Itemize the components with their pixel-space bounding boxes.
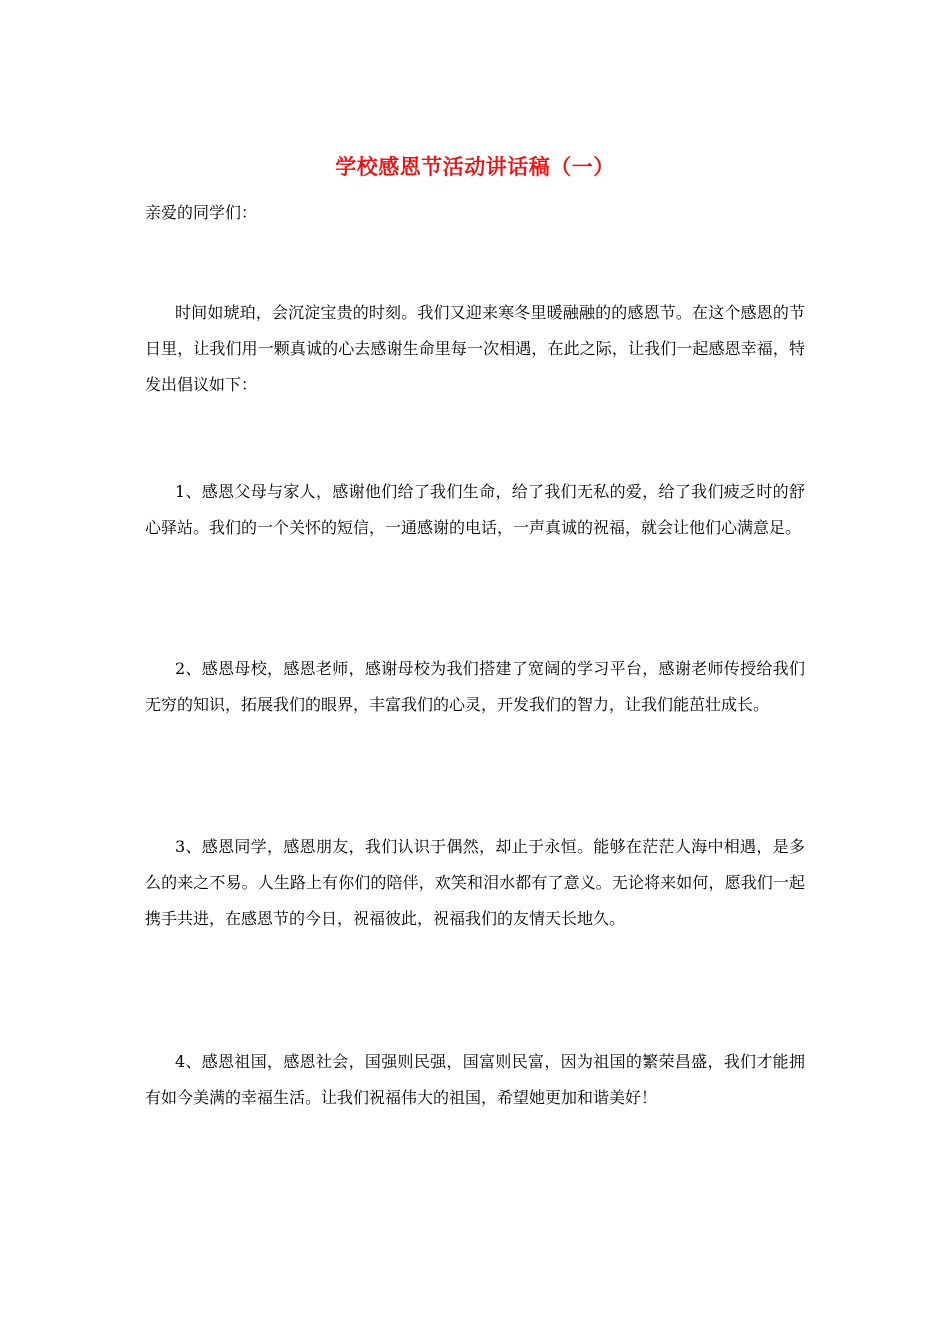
paragraph-item-1: 1、感恩父母与家人，感谢他们给了我们生命，给了我们无私的爱，给了我们疲乏时的舒心驿站。我们的一个关怀的短信，一通感谢的电话，一声真诚的祝福，就会让他们心满意足。 xyxy=(145,482,805,537)
paragraph-item-2: 2、感恩母校，感恩老师，感谢母校为我们搭建了宽阔的学习平台，感谢老师传授给我们无穷的知识，拓展我们的眼界，丰富我们的心灵，开发我们的智力，让我们能茁壮成长。 xyxy=(145,659,805,714)
paragraph-item-4: 4、感恩祖国，感恩社会，国强则民强，国富则民富，因为祖国的繁荣昌盛，我们才能拥有如今美满的幸福生活。让我们祝福伟大的祖国，希望她更加和谐美好！ xyxy=(145,1052,805,1107)
paragraph-item-3: 3、感恩同学，感恩朋友，我们认识于偶然，却止于永恒。能够在茫茫人海中相遇，是多么的来之不易。人生路上有你们的陪伴，欢笑和泪水都有了意义。无论将来如何，愿我们一起携手共进，在感恩节的今日，祝福彼此，祝福我们的友情天长地久。 xyxy=(145,837,805,928)
salutation: 亲爱的同学们： xyxy=(145,203,258,222)
intro-paragraph: 时间如琥珀，会沉淀宝贵的时刻。我们又迎来寒冬里暖融融的的感恩节。在这个感恩的节日里，让我们用一颗真诚的心去感谢生命里每一次相遇，在此之际，让我们一起感恩幸福，特发出倡议如下： xyxy=(145,303,805,394)
document-title: 学校感恩节活动讲话稿（一） xyxy=(335,154,615,179)
